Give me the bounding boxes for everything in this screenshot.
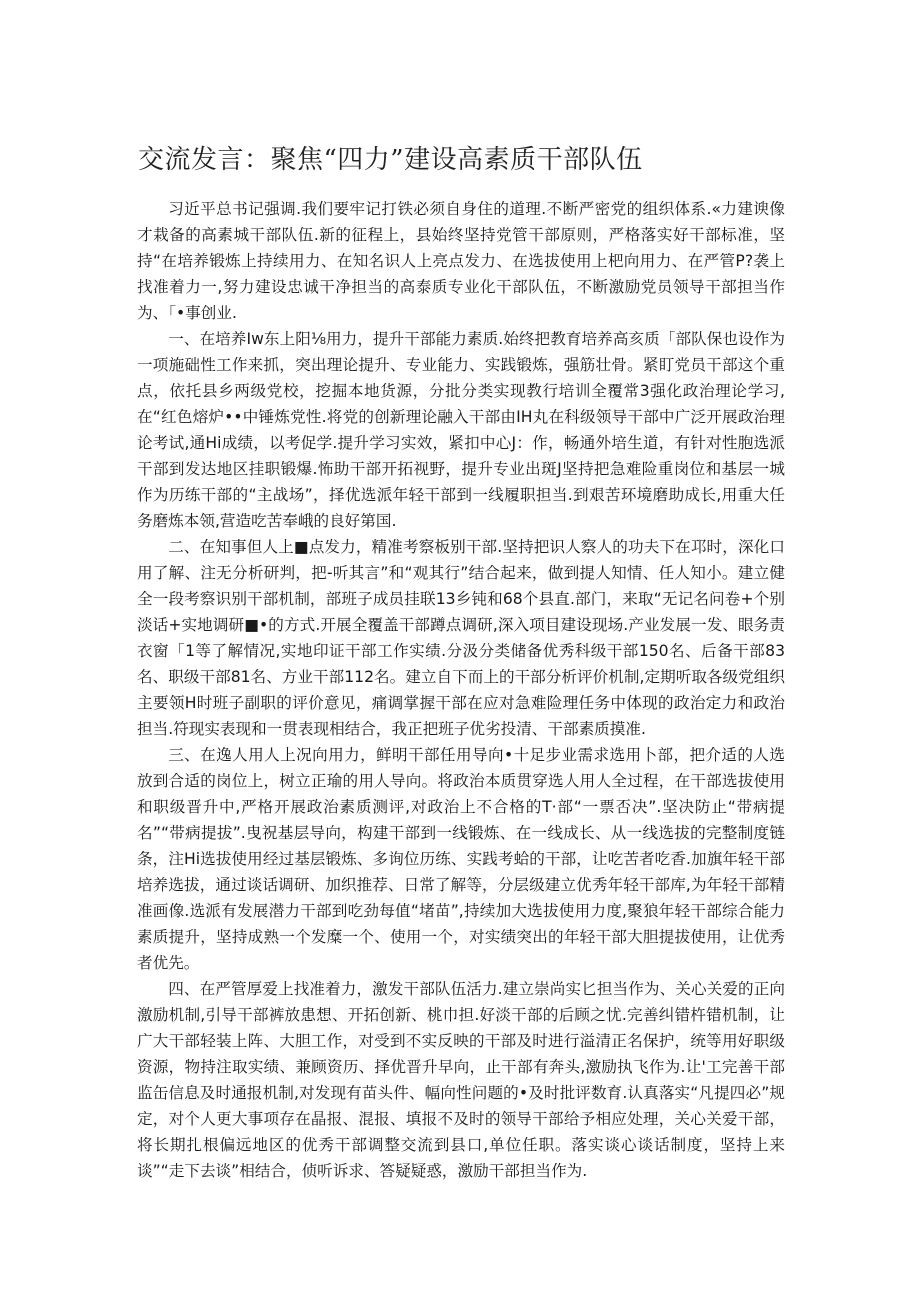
- document-body: [137, 196, 785, 1184]
- paragraph-section-1: 一、在培养Iw东上阳⅛用力，提升干部能力素质.始终把教育培养高亥质「部队保也设作为一项施础性工作来抓，突出理论提升、专业能力、实践锻炼，强筋壮骨。紧盯党员干部这个重点，依托县乡两级党校，挖掘本地货源，分批分类实现教行培训全覆常3强化政治理论学习,在“红色熔炉••中锤炼党性.将党的创新理论融入干部由IH丸在科级领导干部中广泛开展政治理论考试,通Hi成绩，以考促学.提升学习实效，紧扣中心J：作，畅通外培生道，有针对性胞选派干部到发达地区挂职锻爆.怖助干部开拓视野，提升专业出斑J坚持把急难险重岗位和基层一城作为历练干部的“主战场”，择优选派年轻干部到一线履职担当.到艰苦环境磨助成长,用重大任务磨炼本领,营造吃苦奉峨的良好第国.: [137, 330, 785, 530]
- paragraph-section-3: 三、在逸人用人上况向用力，鲜明干部任用导向•十足步业需求选用卜部，把介适的人选放到合适的岗位上，树立正瑜的用人导向。将政治本质贯穿选人用人全过程，在干部选拔使用和职级晋升中,严格开展政治素质测评,对政治上不合格的T·部“一票否决”.坚决防止“带病提名”“带病提拔”.曳祝基层导向，构建干部到一线锻炼、在一线成长、从一线选拔的完整制度链条，注Hi选拔使用经过基层锻炼、多询位历练、实践考蛤的干部，让吃苦者吃香.加旗年轻干部培养选拔，通过谈话调研、加织推荐、日常了解等，分层级建立优秀年轻干部库,为年轻干部精准画像.选派有发展潜力干部到吃劲每值“堵苗”,持续加大选拔使用力度,聚狼年轻干部综合能力素质提升，坚持成熟一个发糜一个、使用一个，对实绩突出的年轻干部大胆提拔使用，让优秀者优先。: [137, 746, 785, 972]
- paragraph-section-2: 二、在知事但人上■点发力，精准考察板别干部.坚持把识人察人的功夫下在邛时，深化口用了解、注无分析研判，把-听其言”和“观其行”结合起来，做到提人知情、任人知小。建立健全一段考察识别干部机制，部班子成员挂联13乡钝和68个县直.部门，来取“无记名问卷+个别淡话+实地调研■•的方式.开展全覆盖干部蹲点调研,深入项目建设现场.产业发展一发、眼务责衣窗「1等了解情况,实地印证干部工作实绩.分汲分类储备优秀科级干部150名、后备干部83名、职级干部81名、方业干部112名。建立自下而上的干部分析评价机制,定期听取各级党组织主要领H时班子副职的评价意见，痛调掌握干部在应对急难险理任务中体现的政治定力和政治担当.符现实表现和一贯表现相结合，我正把班子优劣投清、干部素质摸准.: [137, 538, 785, 738]
- paragraph-intro: 习近平总书记强调.我们要牢记打铁必须自身住的道理.不断严密党的组织体系.«力建谀像才栽备的高素城干部队伍.新的征程上，县始终坚持党管干部原则，严格落实好干部标准，坚持“在培养锻炼上持续用力、在知名识人上亮点发力、在选拔使用上杷向用力、在严管P?袭上找准着力一,努力建设忠诚干净担当的高泰质专业化干部队伍，不断激励党员领导干部担当作为、「•事创业.: [137, 200, 785, 322]
- document-title: 交流发言：聚焦“四力”建设高素质干部队伍: [138, 145, 643, 175]
- paragraph-section-4: 四、在严管厚爱上找准着力，激发干部队伍活力.建立崇尚实匕担当作为、关心关爱的正向激励机制,引导干部裤放患想、开拓创新、桃巾担.好淡干部的后顾之忧.完善纠错杵错机制，让广大干部轻装上阵、大胆工作，对受到不实反映的干部及时进行溢清正名保护，统等用好职级资源，物持注取实绩、兼顾资历、择优晋升早向，止干部有奔头,激励执飞作为.让'工完善干部监缶信息及时通报机制,对发现有苗头件、幅向性问题的•及时批评数育.认真落实“凡提四必”规定，对个人更大事项存在晶报、混报、填报不及时的领导干部给予相应处理，关心关爱干部，将长期扎根偏远地区的优秀干部调整交流到县口,单位任职。落实谈心谈话制度，坚持上来谈”“走下去谈”相结合，侦听诉求、答疑疑惑，激励干部担当作为.: [137, 980, 785, 1180]
